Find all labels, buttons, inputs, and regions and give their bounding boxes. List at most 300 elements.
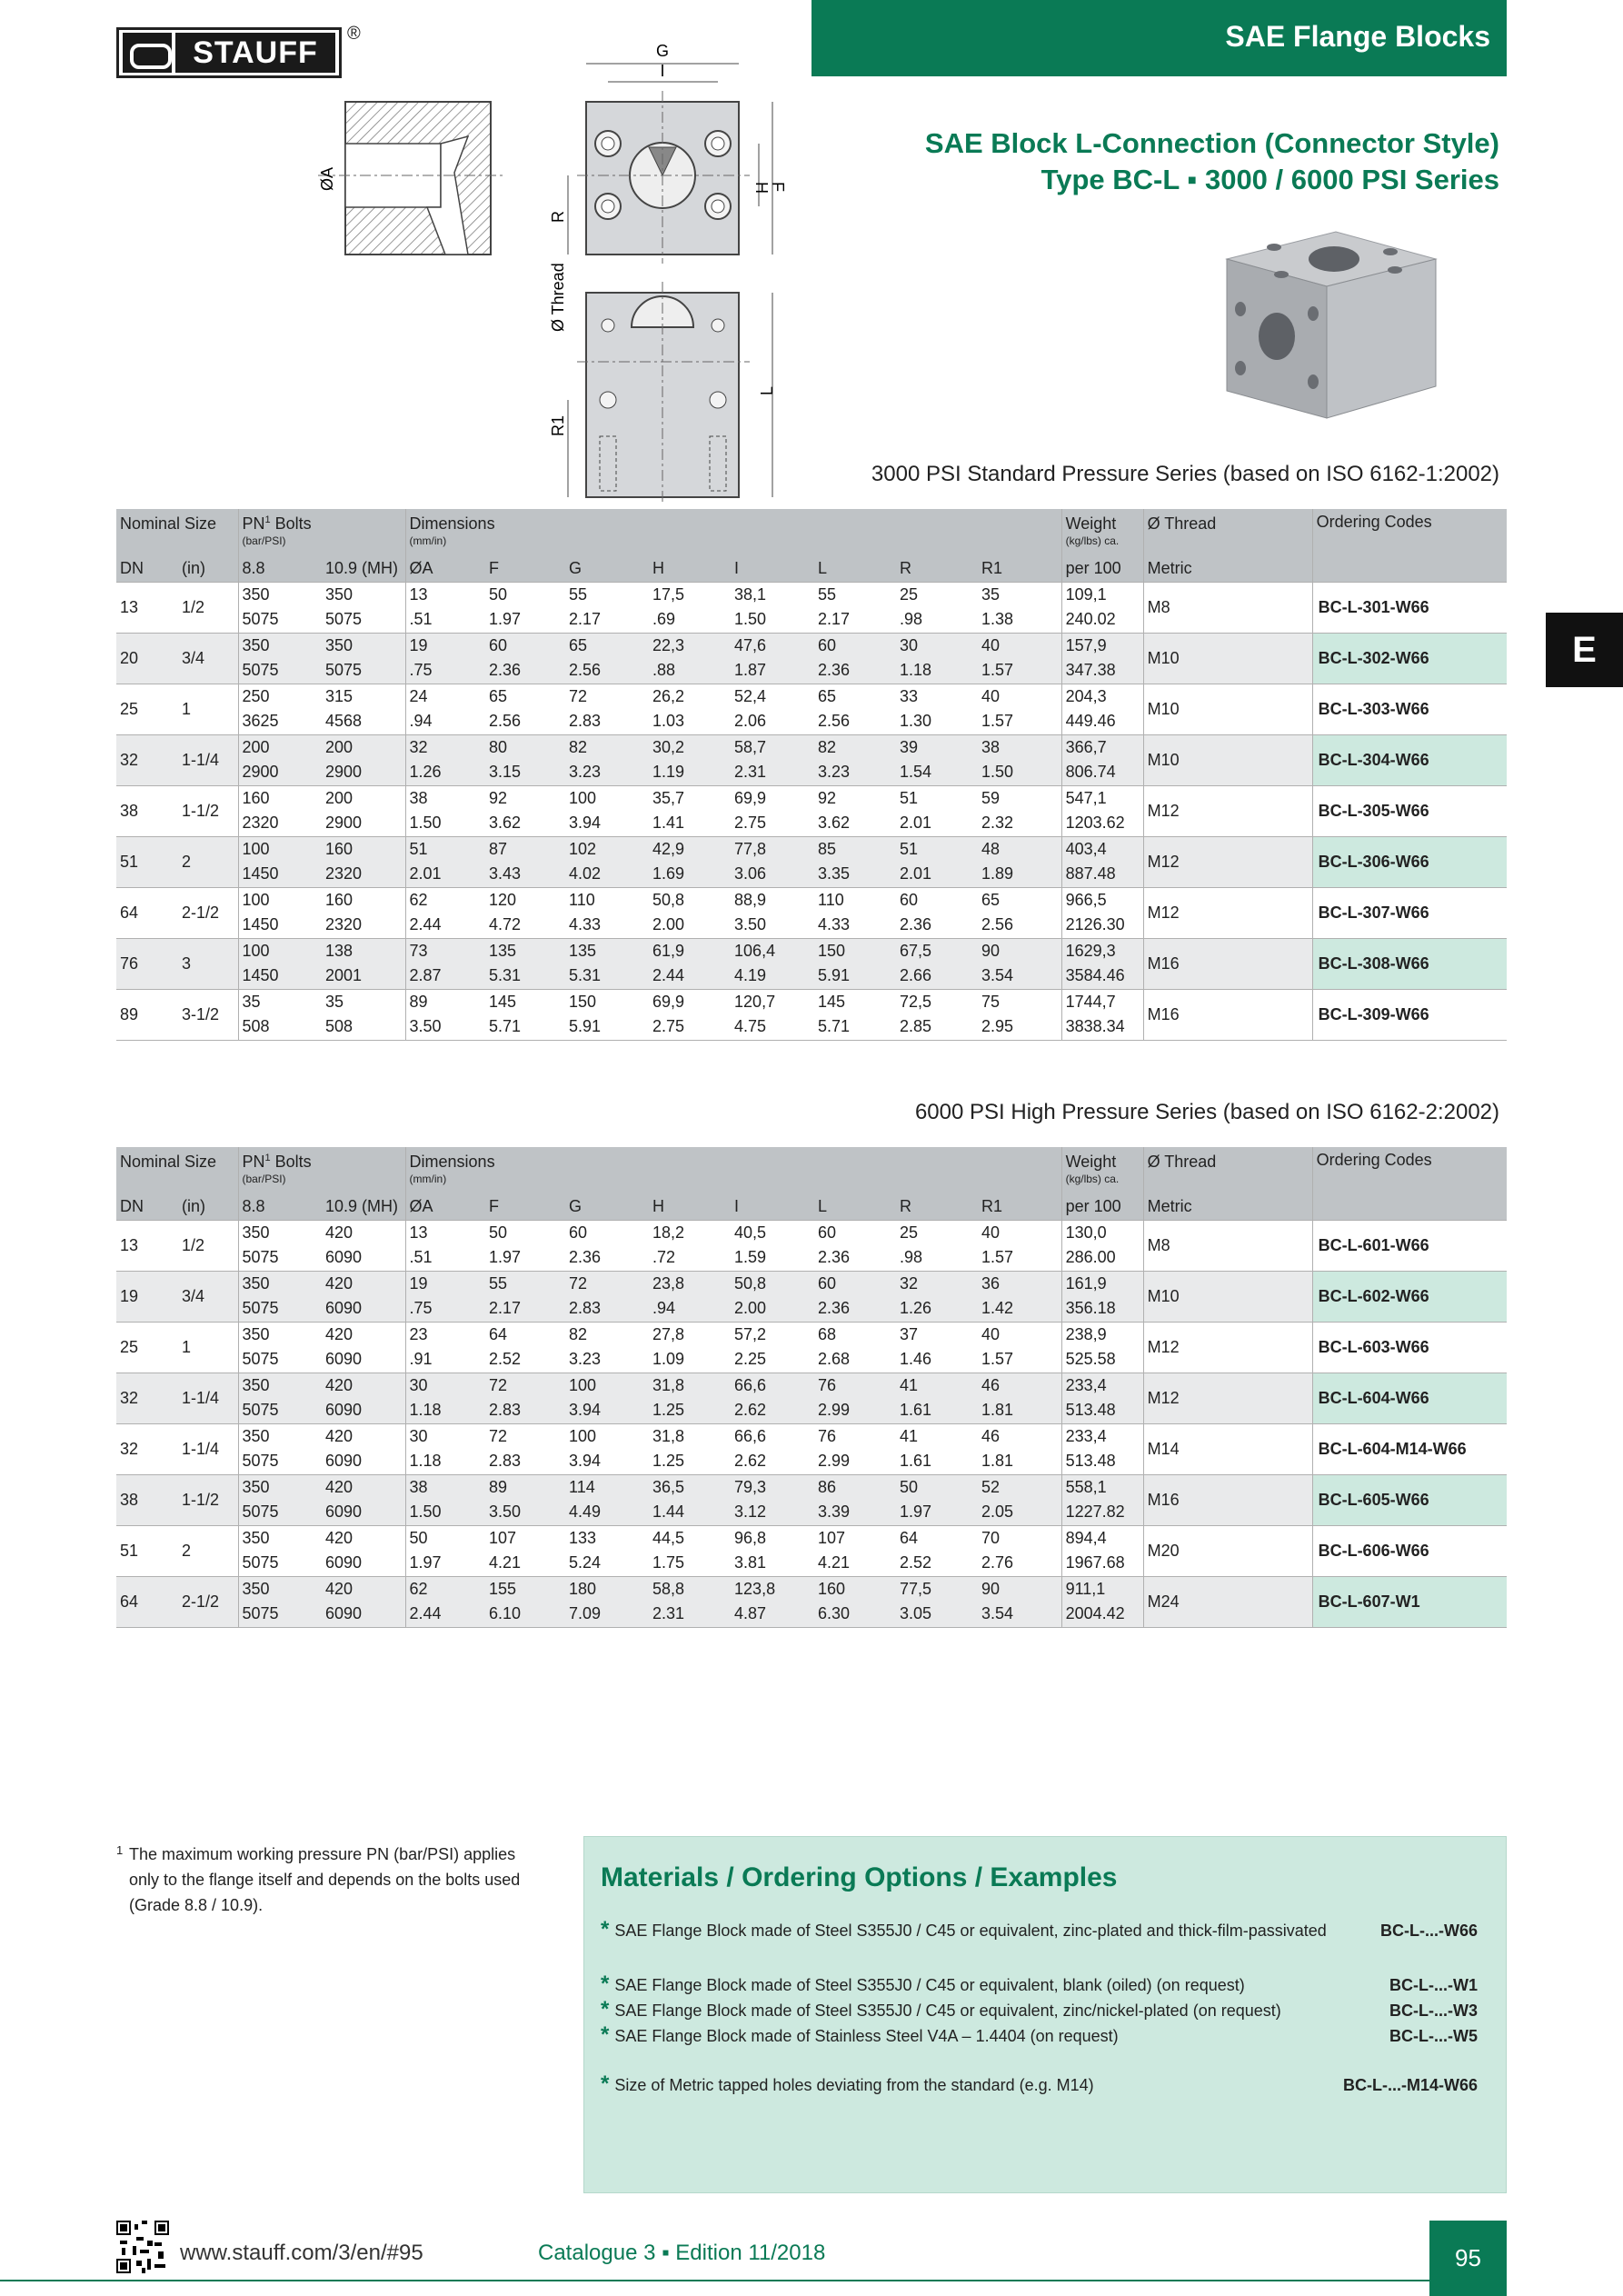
cell-ordering-code: BC-L-304-W66 (1312, 734, 1507, 785)
cell-dim-i: 96,8 (731, 1525, 814, 1551)
cell-dim-a: .94 (405, 709, 485, 734)
cell-bolt-8-8: 3625 (238, 709, 322, 734)
cell-dim-g: 2.83 (565, 1296, 649, 1322)
cell-dim-a: 38 (405, 785, 485, 811)
header-bolts-label: Bolts (270, 1152, 312, 1171)
cell-weight: 238,9 (1061, 1322, 1143, 1347)
asterisk-icon: * (601, 2022, 610, 2047)
cell-dim-a: 1.26 (405, 760, 485, 785)
cell-weight: 887.48 (1061, 862, 1143, 887)
cell-bolt-10-9: 4568 (322, 709, 405, 734)
asterisk-icon: * (601, 1997, 610, 2021)
cell-weight: 233,4 (1061, 1373, 1143, 1398)
cell-dim-r1: 3.54 (978, 1602, 1061, 1627)
cell-dim-h: 2.44 (649, 963, 731, 989)
cell-bolt-8-8: 5075 (238, 1245, 322, 1271)
cell-thread: M12 (1143, 785, 1312, 836)
cell-dim-r: 51 (896, 836, 978, 862)
material-item (601, 2071, 1478, 2097)
cell-dim-g: 2.83 (565, 709, 649, 734)
cell-ordering-code: BC-L-305-W66 (1312, 785, 1507, 836)
cell-bolt-10-9: 160 (322, 836, 405, 862)
cell-inch: 2-1/2 (178, 887, 238, 938)
cell-dim-r1: 2.95 (978, 1014, 1061, 1040)
cell-inch: 1 (178, 684, 238, 734)
cell-weight: 347.38 (1061, 658, 1143, 684)
cell-bolt-10-9: 350 (322, 582, 405, 607)
cell-dn: 32 (116, 1423, 178, 1474)
cell-dim-a: .75 (405, 658, 485, 684)
header-nominal-size: Nominal Size (116, 1147, 238, 1173)
cell-dim-a: 23 (405, 1322, 485, 1347)
qr-code-icon[interactable] (116, 2221, 169, 2273)
stauff-logo (116, 27, 342, 78)
cell-dim-r1: 1.57 (978, 709, 1061, 734)
header-weight: Weight (1061, 1147, 1143, 1173)
cell-dim-i: 2.31 (731, 760, 814, 785)
cell-dim-i: 2.00 (731, 1296, 814, 1322)
cell-dim-h: 1.69 (649, 862, 731, 887)
cell-dn: 89 (116, 989, 178, 1040)
cell-weight: 3584.46 (1061, 963, 1143, 989)
header-col-l: L (814, 1194, 896, 1220)
cell-dim-f: 65 (485, 684, 565, 709)
header-unit-kg-lbs: (kg/lbs) ca. (1061, 1173, 1143, 1194)
cell-bolt-8-8: 5075 (238, 1500, 322, 1525)
cell-dim-a: 1.97 (405, 1551, 485, 1576)
registered-mark: ® (347, 24, 361, 44)
header-pn-footnote-marker: 1 (264, 514, 271, 525)
cell-bolt-10-9: 5075 (322, 607, 405, 633)
page-number: 95 (1429, 2221, 1507, 2296)
cell-dim-a: 3.50 (405, 1014, 485, 1040)
cell-weight: 204,3 (1061, 684, 1143, 709)
material-item-text-wrap (601, 1917, 1327, 1942)
cell-dn: 25 (116, 1322, 178, 1373)
cell-inch: 2 (178, 1525, 238, 1576)
table-row (116, 836, 1507, 862)
cell-dim-r1: 70 (978, 1525, 1061, 1551)
cell-bolt-10-9: 160 (322, 887, 405, 913)
cell-bolt-8-8: 200 (238, 734, 322, 760)
cell-dim-r: 2.01 (896, 811, 978, 836)
cell-dim-r1: 1.57 (978, 1245, 1061, 1271)
cell-ordering-code: BC-L-601-W66 (1312, 1220, 1507, 1271)
cell-bolt-8-8: 100 (238, 836, 322, 862)
cell-dim-i: 58,7 (731, 734, 814, 760)
cell-dim-g: 82 (565, 1322, 649, 1347)
cell-dim-a: 19 (405, 1271, 485, 1296)
cell-dim-r1: 1.38 (978, 607, 1061, 633)
header-col-f: F (485, 1194, 565, 1220)
cell-bolt-8-8: 5075 (238, 658, 322, 684)
cell-dim-h: 2.00 (649, 913, 731, 938)
cell-weight: 966,5 (1061, 887, 1143, 913)
cell-dim-r1: 40 (978, 633, 1061, 658)
cell-dim-r1: 40 (978, 1322, 1061, 1347)
cell-dn: 64 (116, 887, 178, 938)
table-6000-psi (116, 1147, 1507, 1628)
cell-thread: M12 (1143, 1373, 1312, 1423)
header-col-g: G (565, 556, 649, 582)
cell-bolt-8-8: 1450 (238, 963, 322, 989)
cell-dim-f: 2.56 (485, 709, 565, 734)
cell-dim-r1: 48 (978, 836, 1061, 862)
dim-label-thread: Ø Thread (549, 263, 567, 332)
cell-dim-r1: 3.54 (978, 963, 1061, 989)
header-unit-mm-in: (mm/in) (405, 534, 1061, 556)
header-col-r: R (896, 556, 978, 582)
cell-dim-g: 110 (565, 887, 649, 913)
cell-weight: 356.18 (1061, 1296, 1143, 1322)
cell-dim-r: 3.05 (896, 1602, 978, 1627)
cell-dim-h: 22,3 (649, 633, 731, 658)
cell-bolt-8-8: 350 (238, 1423, 322, 1449)
cell-dim-i: 123,8 (731, 1576, 814, 1602)
cell-ordering-code: BC-L-301-W66 (1312, 582, 1507, 633)
dim-label-g: G (655, 42, 670, 60)
cell-dim-a: 50 (405, 1525, 485, 1551)
material-item-code: BC-L-...-W66 (1380, 1922, 1478, 1940)
cell-bolt-8-8: 160 (238, 785, 322, 811)
cell-dim-f: 89 (485, 1474, 565, 1500)
header-dimensions: Dimensions (405, 509, 1061, 534)
cell-dim-f: 5.71 (485, 1014, 565, 1040)
cell-dim-l: 60 (814, 633, 896, 658)
dim-label-i: I (660, 62, 665, 80)
cell-bolt-10-9: 6090 (322, 1500, 405, 1525)
table-row (116, 887, 1507, 913)
cell-dim-f: 5.31 (485, 963, 565, 989)
cell-dim-h: 2.75 (649, 1014, 731, 1040)
cell-dim-r: 1.26 (896, 1296, 978, 1322)
cell-dim-h: 31,8 (649, 1373, 731, 1398)
cell-dim-i: 66,6 (731, 1423, 814, 1449)
cell-dim-f: 2.52 (485, 1347, 565, 1373)
product-image (1190, 223, 1463, 432)
cell-thread: M24 (1143, 1576, 1312, 1627)
table-row (116, 1576, 1507, 1602)
cell-inch: 3 (178, 938, 238, 989)
cell-dim-h: 1.09 (649, 1347, 731, 1373)
cell-bolt-10-9: 2320 (322, 862, 405, 887)
cell-dim-i: 1.50 (731, 607, 814, 633)
cell-dn: 25 (116, 684, 178, 734)
cell-dim-r1: 1.81 (978, 1449, 1061, 1474)
cell-dim-h: 1.41 (649, 811, 731, 836)
cell-dim-r: 72,5 (896, 989, 978, 1014)
cell-dim-r1: 46 (978, 1373, 1061, 1398)
cell-dim-r: 2.66 (896, 963, 978, 989)
cell-inch: 1/2 (178, 582, 238, 633)
cell-dim-i: 3.81 (731, 1551, 814, 1576)
cell-weight: 2004.42 (1061, 1602, 1143, 1627)
cell-dim-h: .88 (649, 658, 731, 684)
cell-ordering-code: BC-L-309-W66 (1312, 989, 1507, 1040)
cell-dim-f: 4.21 (485, 1551, 565, 1576)
cell-weight: 525.58 (1061, 1347, 1143, 1373)
footnote-marker: 1 (116, 1843, 124, 1857)
dim-label-f: F (769, 182, 787, 192)
cell-dim-i: 66,6 (731, 1373, 814, 1398)
cell-dim-g: 150 (565, 989, 649, 1014)
cell-dim-l: 4.33 (814, 913, 896, 938)
cell-bolt-10-9: 420 (322, 1271, 405, 1296)
cell-bolt-10-9: 200 (322, 734, 405, 760)
footer-url-link[interactable]: www.stauff.com/3/en/#95 (180, 2241, 423, 2265)
footer-catalogue: Catalogue 3 ▪ Edition 11/2018 (538, 2241, 826, 2265)
cell-dim-r1: 2.76 (978, 1551, 1061, 1576)
cell-dim-g: 65 (565, 633, 649, 658)
cell-dim-i: 106,4 (731, 938, 814, 963)
cell-dim-g: 135 (565, 938, 649, 963)
material-item-code: BC-L-...-W1 (1389, 1976, 1478, 1994)
dim-label-l: L (758, 385, 776, 395)
cell-dim-i: 77,8 (731, 836, 814, 862)
header-col-metric: Metric (1143, 556, 1312, 582)
cell-weight: 233,4 (1061, 1423, 1143, 1449)
cell-dim-r: 1.97 (896, 1500, 978, 1525)
cell-dim-l: 86 (814, 1474, 896, 1500)
cell-thread: M16 (1143, 938, 1312, 989)
cell-dim-g: 4.02 (565, 862, 649, 887)
cell-thread: M8 (1143, 582, 1312, 633)
material-item-text-wrap (601, 1972, 1245, 1997)
cell-dim-l: 82 (814, 734, 896, 760)
cell-dim-r: .98 (896, 607, 978, 633)
table-row (116, 684, 1507, 709)
cell-dim-r: 67,5 (896, 938, 978, 963)
cell-dim-g: 114 (565, 1474, 649, 1500)
table-row (116, 785, 1507, 811)
cell-dim-i: 69,9 (731, 785, 814, 811)
cell-dim-i: 2.62 (731, 1398, 814, 1423)
cell-dim-r: 1.30 (896, 709, 978, 734)
header-weight: Weight (1061, 509, 1143, 534)
footnote (116, 1842, 534, 1918)
header-col-f: F (485, 556, 565, 582)
cell-dim-r1: 36 (978, 1271, 1061, 1296)
header-unit-mm-in: (mm/in) (405, 1173, 1061, 1194)
cell-dim-a: 73 (405, 938, 485, 963)
cell-dim-r1: 90 (978, 938, 1061, 963)
cell-dim-r: 1.46 (896, 1347, 978, 1373)
cell-dim-r1: 2.56 (978, 913, 1061, 938)
cell-bolt-8-8: 5075 (238, 1347, 322, 1373)
cell-dim-g: 3.94 (565, 1398, 649, 1423)
cell-inch: 2 (178, 836, 238, 887)
cell-dim-r1: 1.57 (978, 658, 1061, 684)
cell-dim-a: 62 (405, 1576, 485, 1602)
cell-dim-r: 33 (896, 684, 978, 709)
cell-dim-r: 1.61 (896, 1449, 978, 1474)
cell-thread: M16 (1143, 1474, 1312, 1525)
cell-dim-i: 50,8 (731, 1271, 814, 1296)
cell-bolt-8-8: 350 (238, 633, 322, 658)
table-row (116, 1423, 1507, 1449)
cell-dim-g: 72 (565, 1271, 649, 1296)
cell-dim-r1: 1.50 (978, 760, 1061, 785)
cell-dim-a: 32 (405, 734, 485, 760)
cell-dim-g: 100 (565, 1423, 649, 1449)
cell-dim-a: 1.18 (405, 1449, 485, 1474)
material-item-text-wrap (601, 2071, 1094, 2097)
cell-dim-i: 40,5 (731, 1220, 814, 1245)
cell-inch: 3-1/2 (178, 989, 238, 1040)
cell-dim-a: 13 (405, 1220, 485, 1245)
series-6000-title (915, 1100, 1499, 1125)
material-item (601, 1997, 1478, 2022)
cell-dim-g: 5.91 (565, 1014, 649, 1040)
header-col-inch: (in) (178, 556, 238, 582)
cell-bolt-8-8: 5075 (238, 1551, 322, 1576)
header-pn-label: PN (242, 514, 265, 533)
cell-dim-h: 2.31 (649, 1602, 731, 1627)
material-item-code: BC-L-...-W3 (1389, 2002, 1478, 2020)
cell-dim-a: .51 (405, 607, 485, 633)
cell-dim-l: 68 (814, 1322, 896, 1347)
cell-ordering-code: BC-L-302-W66 (1312, 633, 1507, 684)
material-item-text: SAE Flange Block made of Steel S355J0 / C45 or equivalent, zinc/nickel-plated (on request) (614, 2002, 1281, 2020)
cell-bolt-10-9: 2900 (322, 811, 405, 836)
cell-ordering-code: BC-L-307-W66 (1312, 887, 1507, 938)
cell-dim-a: 2.87 (405, 963, 485, 989)
cell-dim-r1: 2.05 (978, 1500, 1061, 1525)
cell-dim-f: 6.10 (485, 1602, 565, 1627)
cell-dim-i: 2.75 (731, 811, 814, 836)
cell-dim-h: 50,8 (649, 887, 731, 913)
cell-thread: M12 (1143, 1322, 1312, 1373)
cell-weight: 449.46 (1061, 709, 1143, 734)
cell-dim-l: 2.99 (814, 1398, 896, 1423)
cell-dim-r: 25 (896, 582, 978, 607)
cell-weight: 558,1 (1061, 1474, 1143, 1500)
cell-ordering-code: BC-L-607-W1 (1312, 1576, 1507, 1627)
brand-name: STAUFF (175, 33, 335, 73)
cell-dn: 38 (116, 1474, 178, 1525)
cell-dim-f: 1.97 (485, 1245, 565, 1271)
cell-dim-r: 39 (896, 734, 978, 760)
cell-dim-h: 42,9 (649, 836, 731, 862)
cell-dim-g: 3.94 (565, 811, 649, 836)
cell-dim-a: 19 (405, 633, 485, 658)
cell-dim-r: 32 (896, 1271, 978, 1296)
cell-ordering-code: BC-L-604-M14-W66 (1312, 1423, 1507, 1474)
cell-thread: M16 (1143, 989, 1312, 1040)
cell-weight: 109,1 (1061, 582, 1143, 607)
cell-dim-f: 2.36 (485, 658, 565, 684)
cell-dim-g: 4.49 (565, 1500, 649, 1525)
cell-dim-r: 2.85 (896, 1014, 978, 1040)
cell-dim-f: 3.50 (485, 1500, 565, 1525)
cell-bolt-8-8: 350 (238, 1322, 322, 1347)
cell-dim-l: 76 (814, 1423, 896, 1449)
cell-bolt-8-8: 350 (238, 1271, 322, 1296)
cell-dim-g: 100 (565, 1373, 649, 1398)
cell-dn: 51 (116, 1525, 178, 1576)
cell-dim-h: 30,2 (649, 734, 731, 760)
cell-dim-a: 38 (405, 1474, 485, 1500)
header-col-i: I (731, 556, 814, 582)
cell-bolt-10-9: 6090 (322, 1245, 405, 1271)
cell-dim-r1: 1.89 (978, 862, 1061, 887)
dim-label-h: H (752, 182, 771, 194)
cell-ordering-code: BC-L-303-W66 (1312, 684, 1507, 734)
cell-ordering-code: BC-L-604-W66 (1312, 1373, 1507, 1423)
section-tab-e[interactable]: E (1546, 613, 1623, 687)
header-unit-bar-psi: (bar/PSI) (238, 1173, 405, 1194)
cell-dim-i: 3.12 (731, 1500, 814, 1525)
cell-dim-g: 2.36 (565, 1245, 649, 1271)
cell-dim-r: 1.61 (896, 1398, 978, 1423)
cell-dim-i: 2.06 (731, 709, 814, 734)
cell-dim-l: 3.35 (814, 862, 896, 887)
cell-dim-r: 1.18 (896, 658, 978, 684)
product-title (925, 125, 1499, 198)
cell-dim-h: 23,8 (649, 1271, 731, 1296)
cell-bolt-10-9: 420 (322, 1220, 405, 1245)
cell-dim-r1: 46 (978, 1423, 1061, 1449)
table-row (116, 1271, 1507, 1296)
dim-label-r: R (549, 211, 567, 223)
cell-dim-l: 3.39 (814, 1500, 896, 1525)
cell-bolt-10-9: 508 (322, 1014, 405, 1040)
cell-dim-i: 120,7 (731, 989, 814, 1014)
cell-weight: 1203.62 (1061, 811, 1143, 836)
product-title-line1: SAE Block L-Connection (Connector Style) (924, 127, 1499, 159)
cell-dim-f: 2.83 (485, 1398, 565, 1423)
cell-dn: 19 (116, 1271, 178, 1322)
cell-bolt-8-8: 5075 (238, 1398, 322, 1423)
cell-bolt-8-8: 100 (238, 938, 322, 963)
cell-dim-i: 2.25 (731, 1347, 814, 1373)
cell-dim-f: 3.43 (485, 862, 565, 887)
cell-dim-h: 44,5 (649, 1525, 731, 1551)
cell-bolt-10-9: 420 (322, 1322, 405, 1347)
technical-drawing (309, 36, 818, 509)
cell-thread: M10 (1143, 684, 1312, 734)
cell-dim-l: 2.36 (814, 1245, 896, 1271)
cell-dim-l: 65 (814, 684, 896, 709)
cell-thread: M14 (1143, 1423, 1312, 1474)
cell-dim-i: 2.62 (731, 1449, 814, 1474)
cell-dim-l: 160 (814, 1576, 896, 1602)
product-title-line2: Type BC-L ▪ 3000 / 6000 PSI Series (1041, 164, 1499, 195)
cell-dim-r1: 52 (978, 1474, 1061, 1500)
asterisk-icon: * (601, 2071, 610, 2096)
cell-dim-a: 62 (405, 887, 485, 913)
header-unit-kg-lbs: (kg/lbs) ca. (1061, 534, 1143, 556)
cell-dim-f: 2.83 (485, 1449, 565, 1474)
cell-dim-f: 72 (485, 1423, 565, 1449)
material-item-code: BC-L-...-M14-W66 (1343, 2076, 1478, 2094)
cell-dim-i: 3.50 (731, 913, 814, 938)
material-item-text: Size of Metric tapped holes deviating from the standard (e.g. M14) (614, 2076, 1094, 2094)
cell-bolt-10-9: 2001 (322, 963, 405, 989)
cell-dim-g: 5.31 (565, 963, 649, 989)
cell-dim-h: 1.19 (649, 760, 731, 785)
cell-dim-a: 1.18 (405, 1398, 485, 1423)
material-item-code: BC-L-...-W5 (1389, 2027, 1478, 2045)
material-item (601, 1917, 1478, 1942)
cell-dim-l: 5.71 (814, 1014, 896, 1040)
cell-inch: 1-1/4 (178, 1423, 238, 1474)
materials-box (583, 1836, 1507, 2193)
cell-thread: M10 (1143, 1271, 1312, 1322)
material-item-text: SAE Flange Block made of Steel S355J0 / C45 or equivalent, blank (oiled) (on request) (614, 1976, 1245, 1994)
cell-dim-r: 60 (896, 887, 978, 913)
footnote-text: The maximum working pressure PN (bar/PSI) applies only to the flange itself and depends on the bolts used (Grade 8.8 / 10.9). (129, 1845, 521, 1914)
